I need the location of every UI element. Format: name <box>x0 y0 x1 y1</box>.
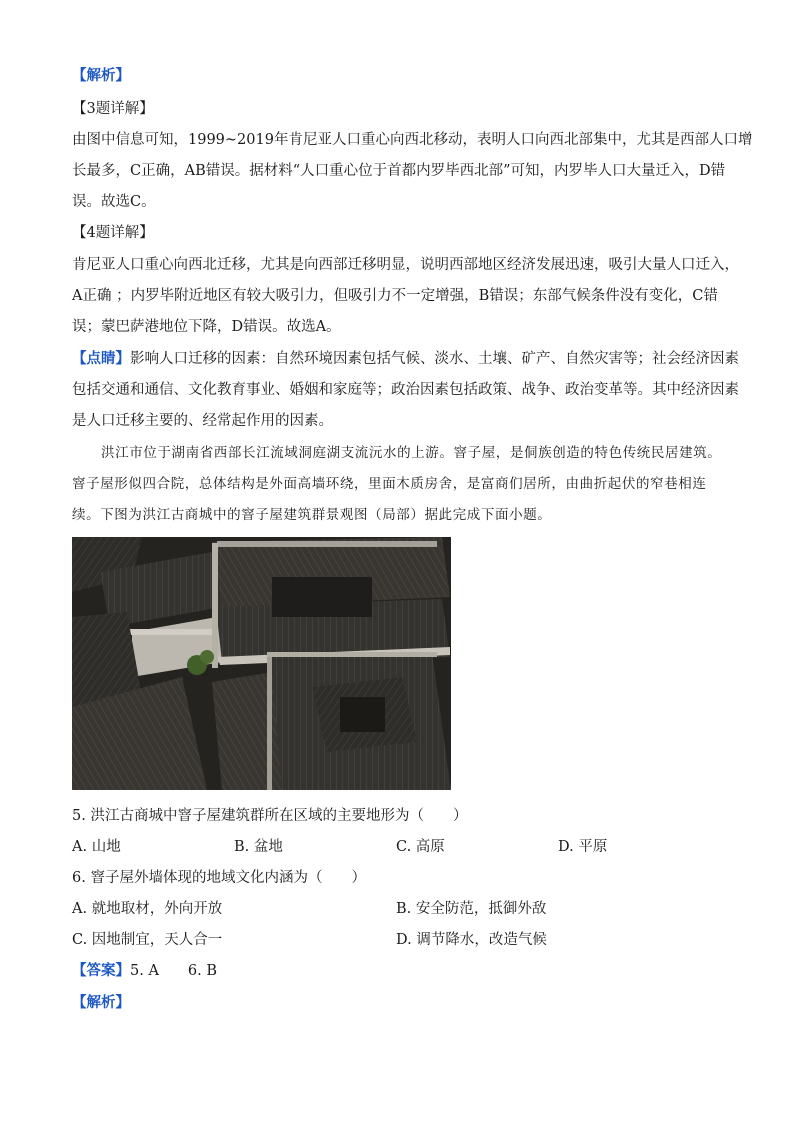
tip-label: 【点睛】 <box>72 350 130 367</box>
q6-option-d[interactable]: D. 调节降水，改造气候 <box>396 932 547 948</box>
answer-line <box>72 961 217 981</box>
answer-text: 5. A 6. B <box>130 963 218 979</box>
q4-text-line-1: 肯尼亚人口重心向西北迁移，尤其是向西部迁移明显，说明西部地区经济发展迅速，吸引大量人口迁入， <box>72 257 739 273</box>
q6-option-c[interactable]: C. 因地制宜，天人合一 <box>72 932 223 948</box>
q5-option-c[interactable]: C. 高原 <box>396 839 445 855</box>
q4-text-line-2: A正确 ；内罗毕附近地区有较大吸引力，但吸引力不一定增强，B错误；东部气候条件没有变化，C错 <box>72 288 718 304</box>
q3-text-line-1: 由图中信息可知，1999~2019年肯尼亚人口重心向西北移动，表明人口向西北部集中，尤其是西部人口增 <box>72 132 753 148</box>
tip-line-1 <box>72 349 739 369</box>
yinzi-house-photo <box>72 537 451 790</box>
q5-stem: 5. 洪江古商城中窨子屋建筑群所在区域的主要地形为（ ） <box>72 808 468 824</box>
q5-option-b[interactable]: B. 盆地 <box>234 839 283 855</box>
q3-text-line-3: 误。故选C。 <box>72 194 156 210</box>
q6-stem: 6. 窨子屋外墙体现的地域文化内涵为（ ） <box>72 870 366 886</box>
analysis-heading-2: 【解析】 <box>72 994 130 1011</box>
q4-heading: 【4题详解】 <box>72 225 154 241</box>
q3-text-line-2: 长最多，C正确，AB错误。据材料“人口重心位于首都内罗毕西北部”可知，内罗毕人口大量迁入，D错 <box>72 163 726 179</box>
tip-line-2: 包括交通和通信、文化教育事业、婚姻和家庭等；政治因素包括政策、战争、政治变革等。其中经济因素 <box>72 382 739 398</box>
material-line-1: 洪江市位于湖南省西部长江流域洞庭湖支流沅水的上游。窨子屋，是侗族创造的特色传统民居建筑。 <box>101 445 722 461</box>
tip-text: 影响人口迁移的因素：自然环境因素包括气候、淡水、土壤、矿产、自然灾害等；社会经济因素 <box>130 351 739 367</box>
q5-option-a[interactable]: A. 山地 <box>72 839 121 855</box>
q3-heading: 【3题详解】 <box>72 101 154 117</box>
q6-option-a[interactable]: A. 就地取材，外向开放 <box>72 901 223 917</box>
tip-line-3: 是人口迁移主要的、经常起作用的因素。 <box>72 413 333 429</box>
q4-text-line-3: 误；蒙巴萨港地位下降，D错误。故选A。 <box>72 319 341 335</box>
material-line-2: 窨子屋形似四合院，总体结构是外面高墙环绕，里面木质房舍，是富商们居所，由曲折起伏的窄巷相连 <box>72 476 707 492</box>
analysis-heading: 【解析】 <box>72 67 130 84</box>
q6-option-b[interactable]: B. 安全防范，抵御外敌 <box>396 901 547 917</box>
answer-label: 【答案】 <box>72 962 130 979</box>
q5-option-d[interactable]: D. 平原 <box>558 839 608 855</box>
material-line-3: 续。下图为洪江古商城中的窨子屋建筑群景观图（局部）据此完成下面小题。 <box>72 507 552 523</box>
